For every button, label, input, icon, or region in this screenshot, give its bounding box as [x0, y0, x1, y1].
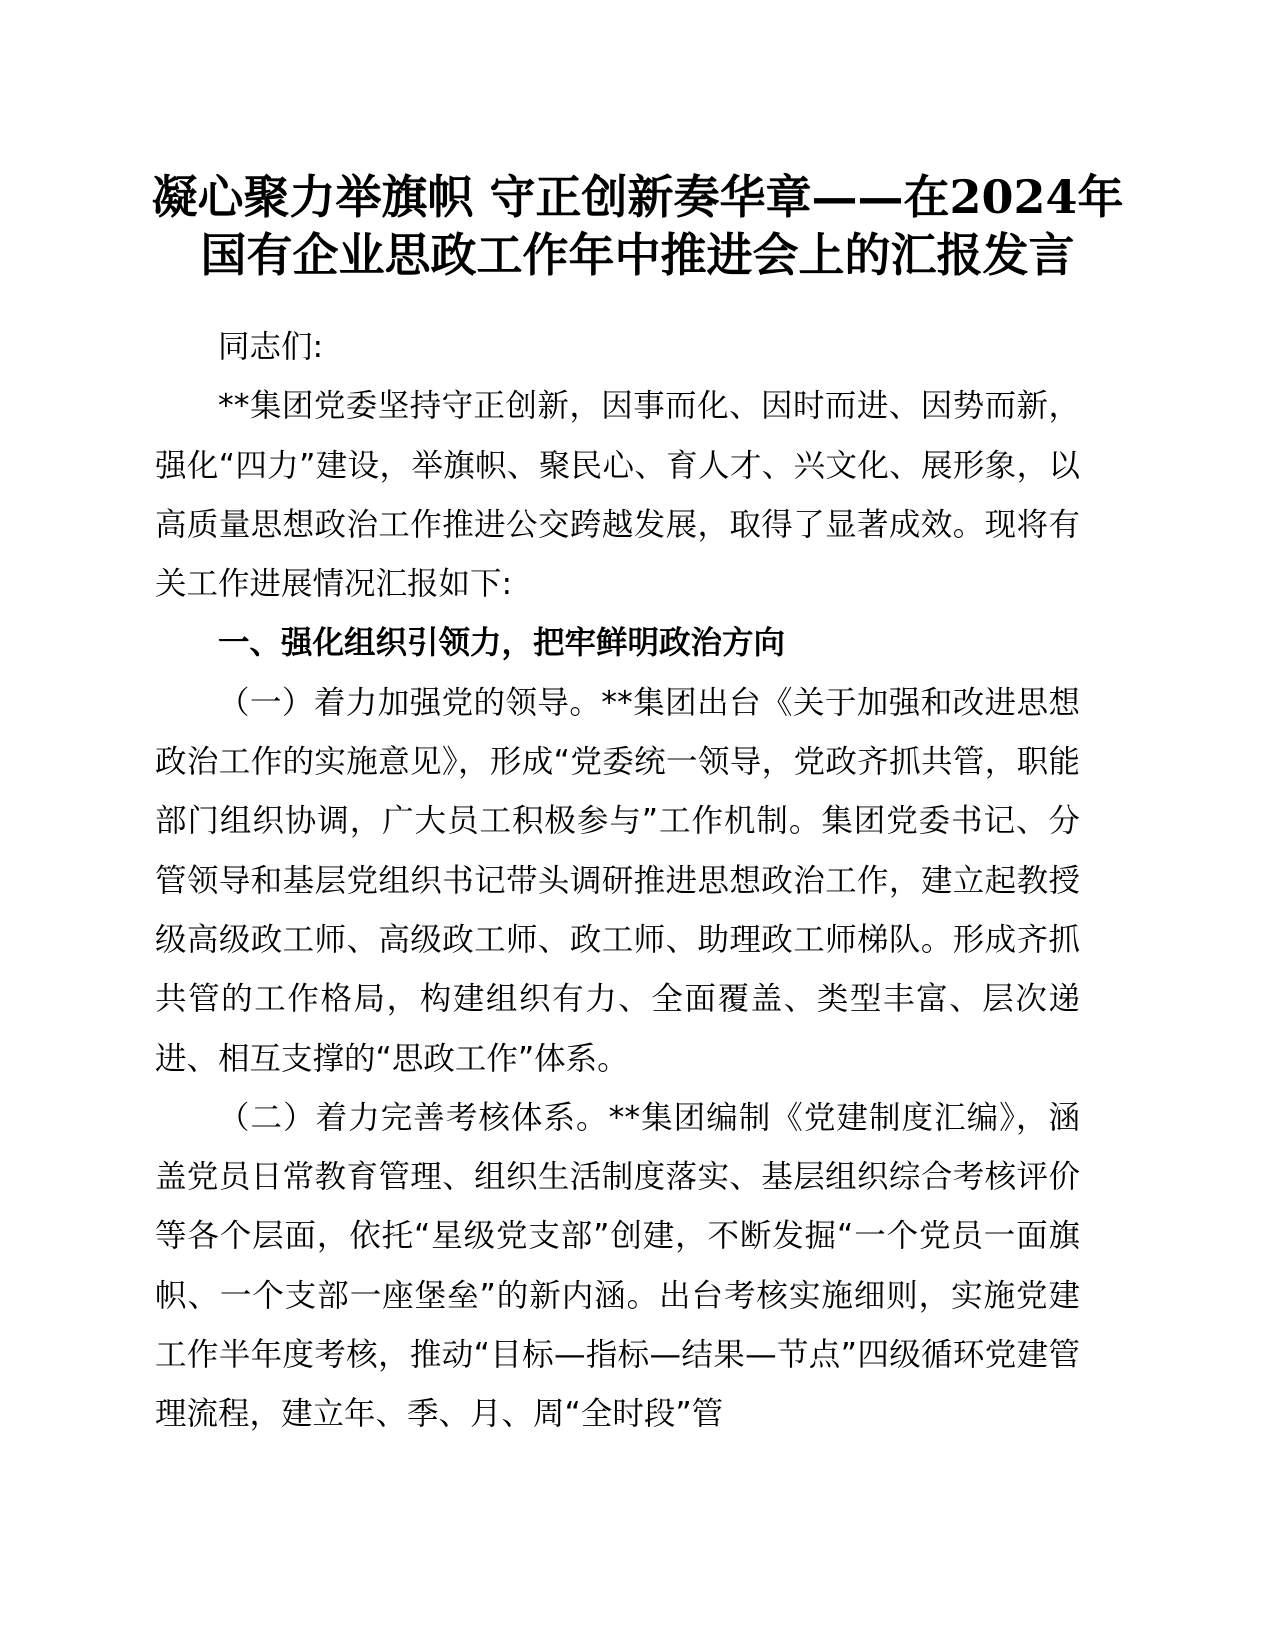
title-line-1: 凝心聚力举旗帜 守正创新奏华章——在2024年: [151, 170, 1124, 224]
title-line-2: 国有企业思政工作年中推进会上的汇报发言: [200, 228, 1075, 282]
section-heading: 一、强化组织引领力，把牢鲜明政治方向: [218, 625, 786, 662]
document-title: [140, 168, 1135, 284]
paragraph-item-2: （二）着力完善考核体系。**集团编制《党建制度汇编》，涵盖党员日常教育管理、组织生活制度落实、基层组织综合考核评价等各个层面，依托“星级党支部”创建，不断发掘“一个党员一面旗帜、一个支部一座堡垒”的新内涵。出台考核实施细则，实施党建工作半年度考核，推动“目标—指标—结果—节点”四级循环党建管理流程，建立年、季、月、周“全时段”管: [155, 1099, 1080, 1433]
document-body: [155, 318, 1080, 1445]
intro-paragraph: **集团党委坚持守正创新，因事而化、因时而进、因势而新，强化“四力”建设，举旗帜、聚民心、育人才、兴文化、展形象，以高质量思想政治工作推进公交跨越发展，取得了显著成效。现将有关工作进展情况汇报如下:: [155, 388, 1080, 603]
paragraph-item-1: （一）着力加强党的领导。**集团出台《关于加强和改进思想政治工作的实施意见》，形成“党委统一领导，党政齐抓共管，职能部门组织协调，广大员工积极参与”工作机制。集团党委书记、分管领导和基层党组织书记带头调研推进思想政治工作，建立起教授级高级政工师、高级政工师、政工师、助理政工师梯队。形成齐抓共管的工作格局，构建组织有力、全面覆盖、类型丰富、层次递进、相互支撑的“思政工作”体系。: [155, 684, 1080, 1077]
salutation: 同志们:: [218, 329, 324, 365]
